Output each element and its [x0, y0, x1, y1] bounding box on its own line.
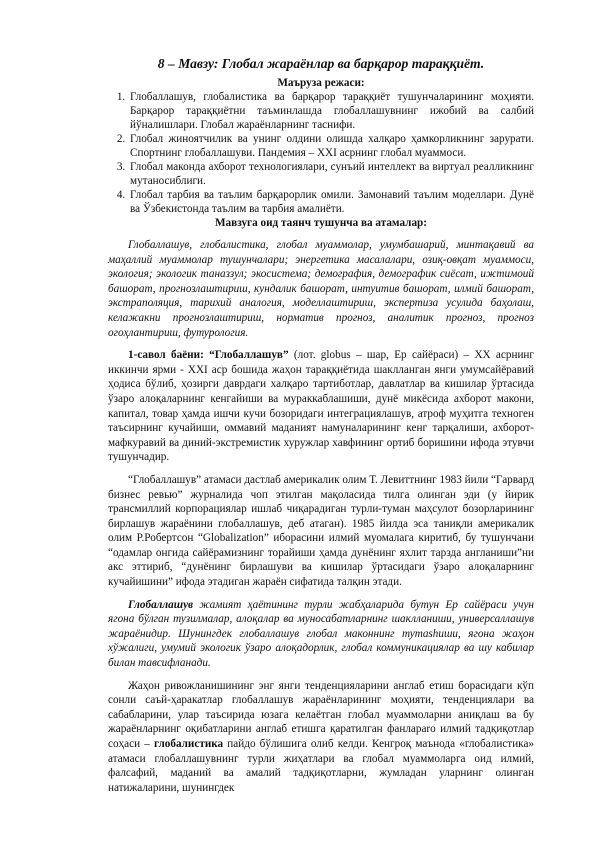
plan-item: 3. Глобал маконда ахборот технологиялари, сунъий интеллект ва виртуал реалликнинг мутаносиблиги. [128, 160, 534, 188]
plan-heading: Маъруза режаси: [277, 77, 365, 89]
plan-item: 1. Глобаллашув, глобалистика ва барқарор тараққиёт тушунчаларининг моҳияти. Барқарор тараққиётни таъминлашда глобаллашувнинг ижобий ва салбий йўналишлари. Глобал жараёнларнинг таснифи. [128, 90, 534, 132]
globalistics-text-a: Жаҳон ривожланишининг энг янги тенденцияларини англаб етиш борасидаги кўп сонли саъй-ҳаракатлар глобаллашув жараёнларининг моҳияти, тенденциялари ва сабабларини, улар таъсирида юзага келаётган глобал муаммоларни аниқлаш ва бу жараёнларнинг оқибатларини англаб етишга қаратилган фанларaro илмий тадқиқотлар соҳаси – [108, 679, 534, 750]
definition-text: жамият ҳаётининг турли жабҳаларида бутун Ер сайёраси учун ягона бўлган тузилмалар, алоқалар ва муносабатларнинг шаклланиши, универсаллашув жараёнидир. Шунингдек глобаллашув глобал маконнинг тутashиши, ягона жаҳон хўжалиги, умумий экологик ўзаро алоқадорлик, глобал коммуникациялар ва шу кабилар билан тавсифланади. [108, 598, 534, 670]
globalistics-paragraph [108, 679, 534, 796]
plan-item: 2. Глобал жиноятчилик ва унинг олдини олишда халқаро ҳамкорликнинг зарурати. Спортнинг глобаллашуви. Пандемия – XXI асрнинг глобал муаммоси. [128, 132, 534, 160]
question-1-text: (лот. globus – шар, Ер сайёраси) – XX асрнинг иккинчи ярми - XXI аср бошида жаҳон тараққиётида шаклланган янги умумсайёравий ҳодиса бўлиб, ҳозирги даврдаги халқаро тартиботлар, давлатлар ва кишилар ўртасида ўзаро алоқаларнинг кенгайиши ва мураккаблашиши, дунё микёсида ахборот макони, капитал, товар ҳамда ишчи кучи бозоридаги интеграциялашув, атроф муҳитга техноген таъсирнинг кучайиши, оммавий маданият намуналарининг кенг тарқалиши, ахборот-мафкуравий ва диний-экстремистик хуружлар хавфининг ортиб боришини ифода этувчи тушунчадир. [108, 349, 535, 464]
globalistics-text-b: пайдо бўлишига олиб келди. Кенгроқ маънода «глобалистика» атамаси глобаллашувнинг турли жиҳатлари ва глобал муаммоларга оид илмий, фалсафий, маданий ва амалий тадқиқотларни, жумладан уларнинг олинган натижаларини, шунингдек [108, 738, 535, 794]
page-title: 8 – Мавзу: Глобал жараёнлар ва барқарор тараққиёт. [157, 56, 485, 71]
question-1-paragraph [108, 348, 534, 465]
definition-paragraph [108, 598, 534, 671]
plan-item: 4. Глобал тарбия ва таълим барқарорлик омили. Замонавий таълим моделлари. Дунё ва Ўзбекистонда таълим ва тарбия амалиёти. [128, 188, 534, 216]
question-1-label: 1-савол баёни: “Глобаллашув” [128, 349, 289, 362]
levitt-paragraph: “Глобаллашув” атамаси дастлаб америкалик олим Т. Левиттнинг 1983 йили “Гарвард бизнес ревью” журналида чоп этилган мақоласида тилга олинган эди (у йирик трансмиллий корпорациялар ишлаб чиқарадиган турли-туман маҳсулот бозорларининг бирлашув жараёнини глобаллашув, деб атаган). 1985 йилда эса таниқли америкалик олим Р.Робертсон “Globalization” иборасини илмий муомалага киритиб, бу тушунчани “одамлар онгида сайёрамизнинг торайиши ҳамда дунёнинг яхлит тарзда англаниши”ни акс эттириб, “дунёнинг бирлашуви ва кишилар ўртасидаги ўзаро алоқаларнинг кучайишини” ифода этадиган жараён сифатида талқин этади. [108, 473, 534, 589]
definition-term: Глобаллашув [128, 598, 194, 611]
plan-list [108, 90, 534, 216]
globalistics-term: глобалистика [153, 738, 224, 750]
concepts-heading: Мавзуга оид таянч тушунча ва атамалар: [215, 217, 427, 229]
concepts-paragraph: Глобаллашув, глобалистика, глобал муаммолар, умумбашарий, минтақавий ва маҳаллий муаммолар тушунчалари; энергетика масалалари, озиқ-овқат муаммоси, экология; экологик таназзул; экосистема; демография, демографик сиёсат, ижтимоий башорат, прогнозлаштириш, кундалик башорат, интуитив башорат, илмий башорат, экстраполяция, тарихий аналогия, моделлаштириш, экспертиза усулида баҳолаш, келажакни прогнозлаштириш, норматив прогноз, аналитик прогноз, прогноз огоҳлантириш, футурология. [108, 239, 534, 339]
